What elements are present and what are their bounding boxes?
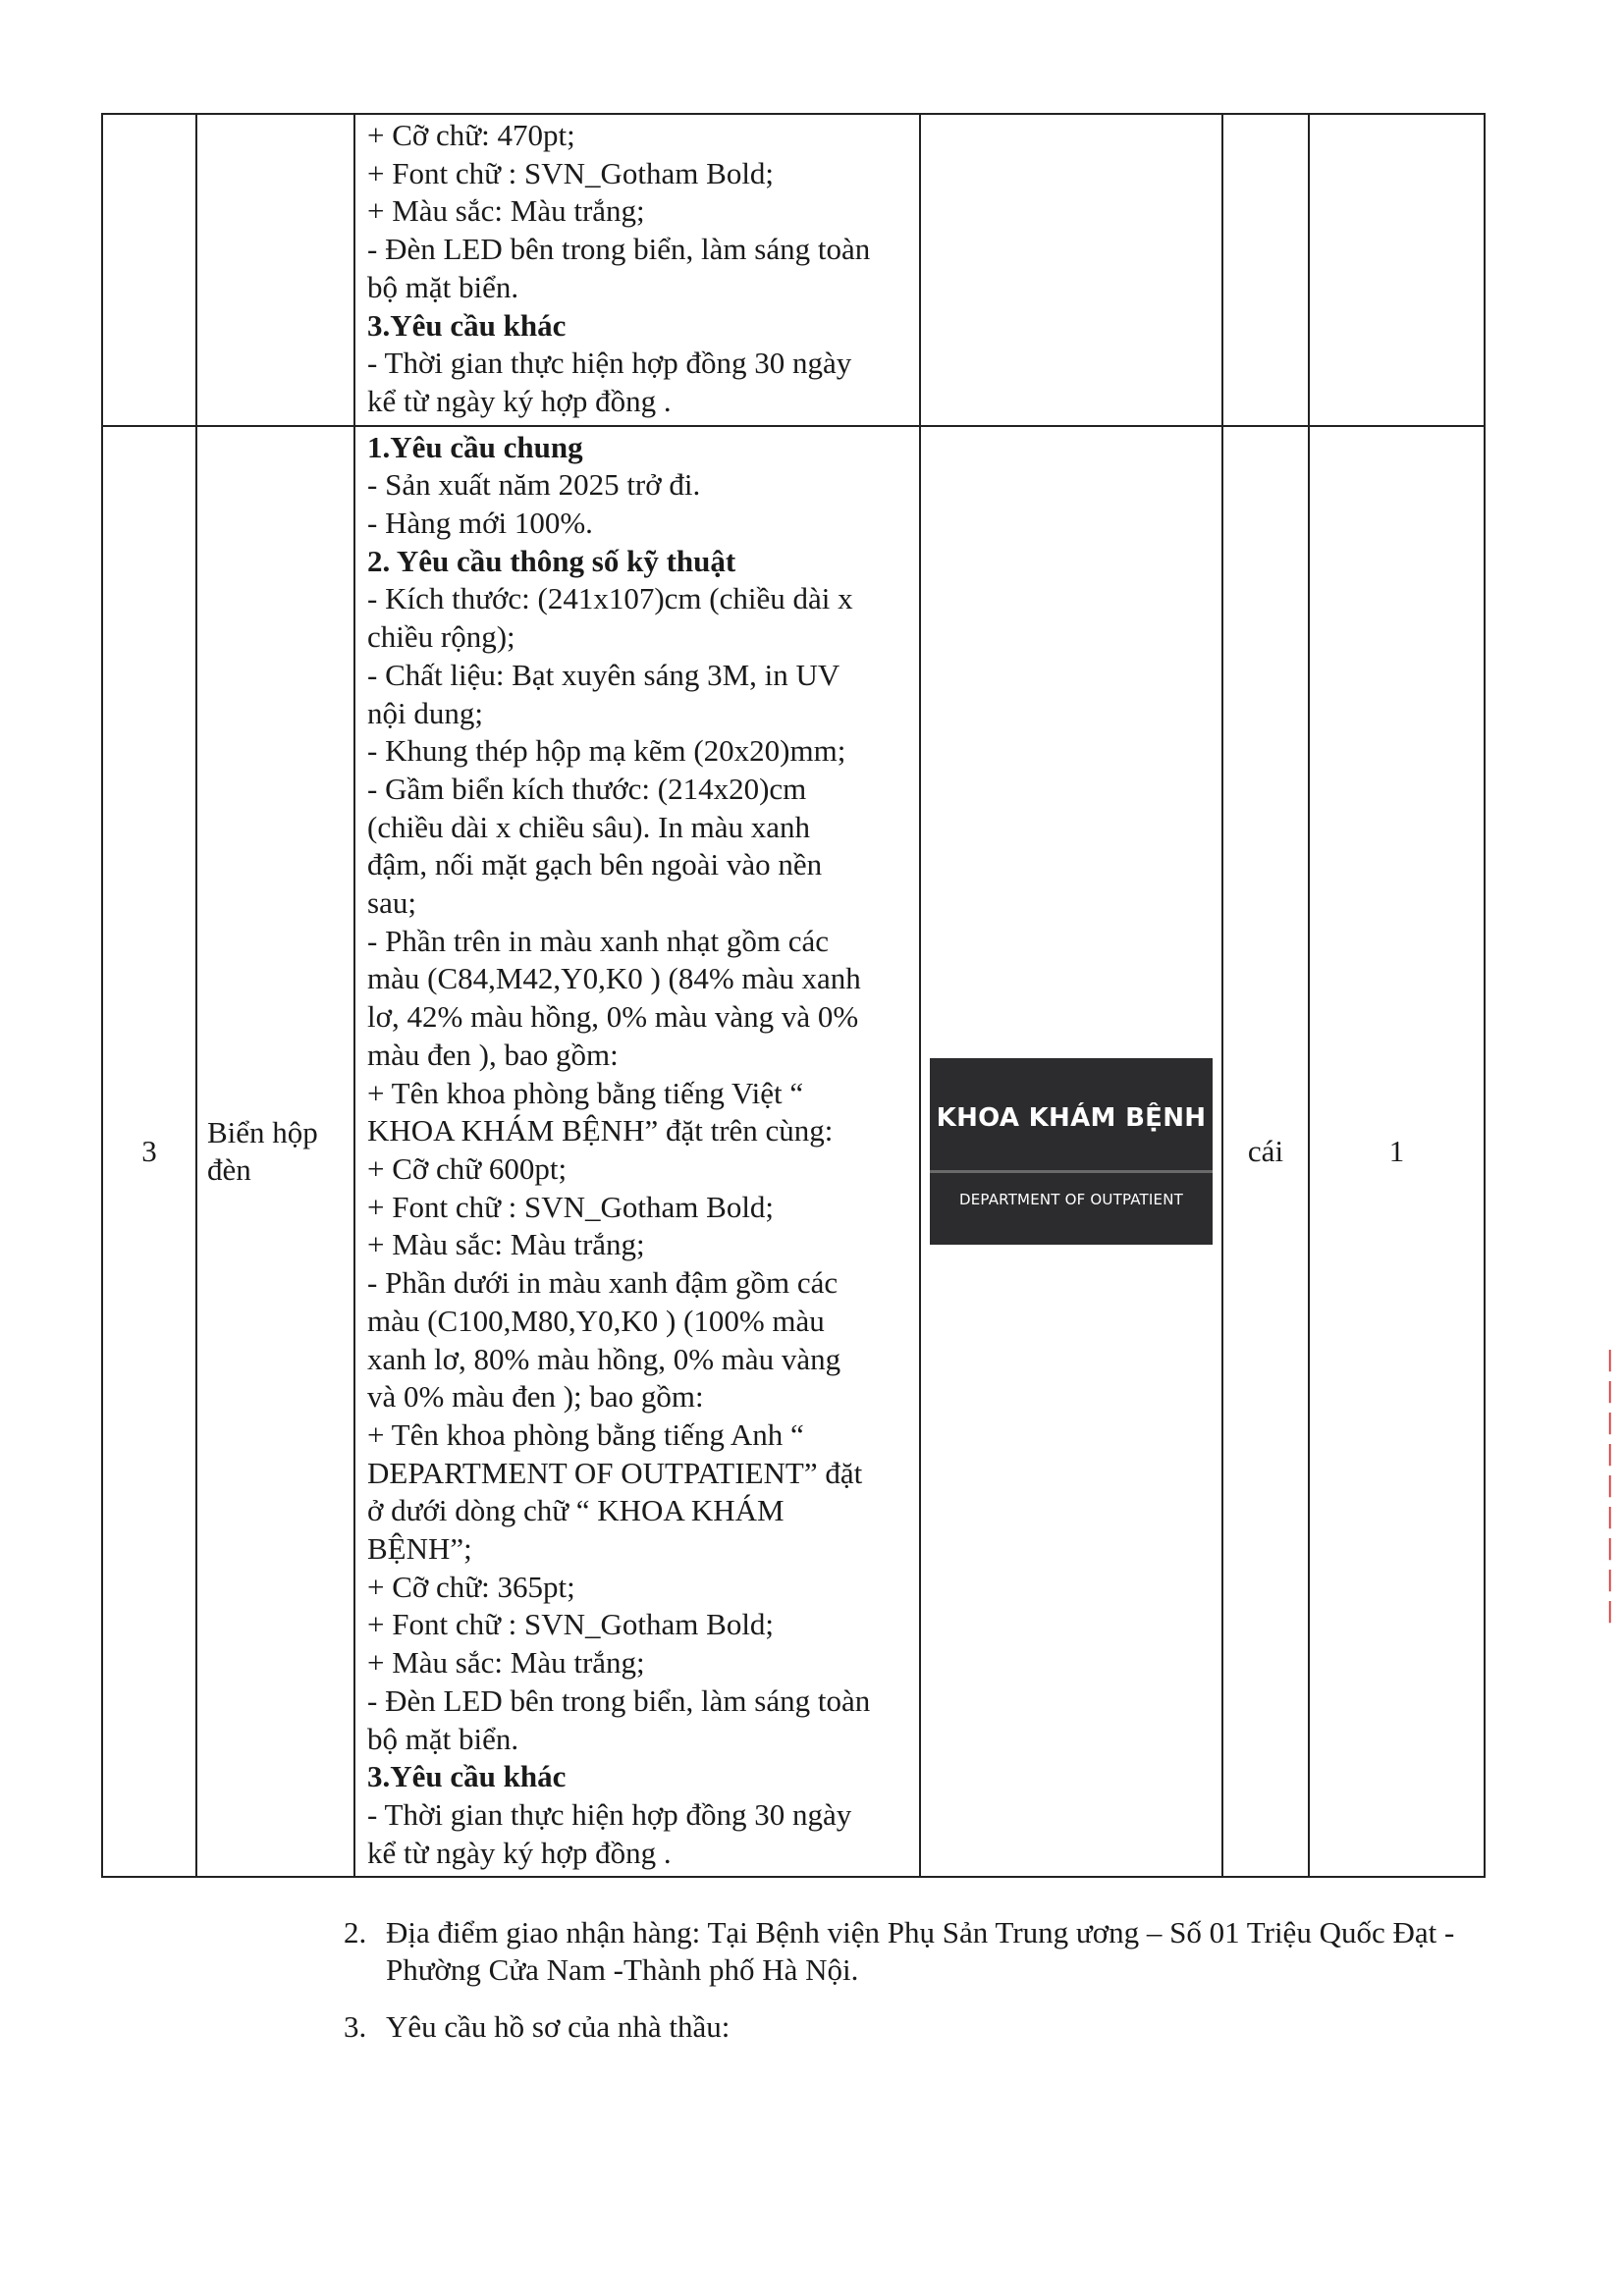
spec-line: xanh lơ, 80% màu hồng, 0% màu vàng <box>367 1341 841 1376</box>
spec-line: - Khung thép hộp mạ kẽm (20x20)mm; <box>367 733 846 769</box>
item-name-cell: Biển hộp đèn <box>196 426 354 1878</box>
spec-line: + Tên khoa phòng bằng tiếng Việt “ <box>367 1075 804 1110</box>
spec-line: + Màu sắc: Màu trắng; <box>367 1227 645 1262</box>
spec-line: - Thời gian thực hiện hợp đồng 30 ngày <box>367 346 852 381</box>
spec-line: - Sản xuất năm 2025 trở đi. <box>367 467 701 503</box>
sign-title: KHOA KHÁM BỆNH <box>936 1102 1207 1133</box>
spec-line: ở dưới dòng chữ “ KHOA KHÁM <box>367 1493 785 1528</box>
image-cell <box>920 114 1222 426</box>
spec-line: + Màu sắc: Màu trắng; <box>367 193 645 229</box>
spec-line: - Hàng mới 100%. <box>367 506 593 541</box>
note-number: 3. <box>344 2009 367 2044</box>
spec-line: 3.Yêu cầu khác <box>367 1759 567 1794</box>
notes-list <box>344 1914 1473 2065</box>
sign-subtitle: DEPARTMENT OF OUTPATIENT <box>958 1190 1184 1208</box>
spec-line: 3.Yêu cầu khác <box>367 307 567 343</box>
image-cell <box>920 426 1222 1878</box>
spec-line: bộ mặt biển. <box>367 269 519 304</box>
spec-cell <box>354 426 920 1878</box>
qty-cell <box>1309 114 1485 426</box>
note-item <box>344 1914 1473 1989</box>
spec-line: - Đèn LED bên trong biển, làm sáng toàn <box>367 1682 871 1718</box>
spec-line: + Cỡ chữ 600pt; <box>367 1150 568 1186</box>
unit-cell: cái <box>1222 426 1309 1878</box>
table-row-previous <box>102 114 1485 426</box>
note-number: 2. <box>344 1915 367 1949</box>
spec-line: - Đèn LED bên trong biển, làm sáng toàn <box>367 232 871 267</box>
spec-cell <box>354 114 920 426</box>
spec-line: màu (C84,M42,Y0,K0 ) (84% màu xanh <box>367 961 861 996</box>
spec-line: - Kích thước: (241x107)cm (chiều dài x <box>367 581 853 616</box>
spec-line: DEPARTMENT OF OUTPATIENT” đặt <box>367 1455 863 1490</box>
stamp-edge-icon: | | | | | | | | | <box>1606 1348 1614 1624</box>
spec-line: - Chất liệu: Bạt xuyên sáng 3M, in UV <box>367 657 840 692</box>
spec-line: 1.Yêu cầu chung <box>367 429 583 464</box>
spec-line: nội dung; <box>367 695 483 730</box>
stt-cell: 3 <box>102 426 196 1878</box>
note-item <box>344 2008 1473 2046</box>
spec-line: 2. Yêu cầu thông số kỹ thuật <box>367 543 736 578</box>
spec-line: kể từ ngày ký hợp đồng . <box>367 383 672 418</box>
spec-line: + Cỡ chữ: 365pt; <box>367 1569 575 1604</box>
spec-line: + Font chữ : SVN_Gotham Bold; <box>367 1189 775 1224</box>
spec-line: lơ, 42% màu hồng, 0% màu vàng và 0% <box>367 999 859 1035</box>
spec-line: BỆNH”; <box>367 1531 472 1567</box>
spec-line: (chiều dài x chiều sâu). In màu xanh <box>367 809 811 844</box>
spec-line: + Font chữ : SVN_Gotham Bold; <box>367 1607 775 1642</box>
spec-table <box>101 113 1486 1878</box>
spec-line: + Cỡ chữ: 470pt; <box>367 118 575 152</box>
spec-line: chiều rộng); <box>367 619 515 655</box>
sign-preview-image <box>930 1058 1213 1245</box>
spec-line: đậm, nối mặt gạch bên ngoài vào nền <box>367 847 823 882</box>
spec-line: + Font chữ : SVN_Gotham Bold; <box>367 155 775 190</box>
spec-line: sau; <box>367 885 416 921</box>
spec-line: + Màu sắc: Màu trắng; <box>367 1645 645 1681</box>
spec-line: KHOA KHÁM BỆNH” đặt trên cùng: <box>367 1113 834 1148</box>
spec-line: và 0% màu đen ); bao gồm: <box>367 1379 704 1415</box>
spec-line: màu đen ), bao gồm: <box>367 1037 619 1072</box>
spec-line: màu (C100,M80,Y0,K0 ) (100% màu <box>367 1303 825 1338</box>
spec-line: - Gầm biển kích thước: (214x20)cm <box>367 771 807 806</box>
name-cell <box>196 114 354 426</box>
spec-line: - Thời gian thực hiện hợp đồng 30 ngày <box>367 1796 852 1832</box>
spec-line: - Phần trên in màu xanh nhạt gồm các <box>367 923 830 958</box>
table-row-item-3 <box>102 426 1485 1878</box>
spec-lines <box>355 115 919 425</box>
spec-line: kể từ ngày ký hợp đồng . <box>367 1835 672 1870</box>
note-text: Yêu cầu hồ sơ của nhà thầu: <box>386 2009 731 2044</box>
spec-line: + Tên khoa phòng bằng tiếng Anh “ <box>367 1416 804 1452</box>
note-text: Địa điểm giao nhận hàng: Tại Bệnh viện Phụ Sản Trung ương – Số 01 Triệu Quốc Đạt - Phường Cửa Nam -Thành phố Hà Nội. <box>386 1915 1455 1987</box>
stt-cell <box>102 114 196 426</box>
spec-line: - Phần dưới in màu xanh đậm gồm các <box>367 1265 839 1301</box>
unit-cell <box>1222 114 1309 426</box>
qty-cell: 1 <box>1309 426 1485 1878</box>
spec-lines <box>355 427 919 1877</box>
spec-line: bộ mặt biển. <box>367 1721 519 1756</box>
sign-divider <box>930 1170 1213 1173</box>
